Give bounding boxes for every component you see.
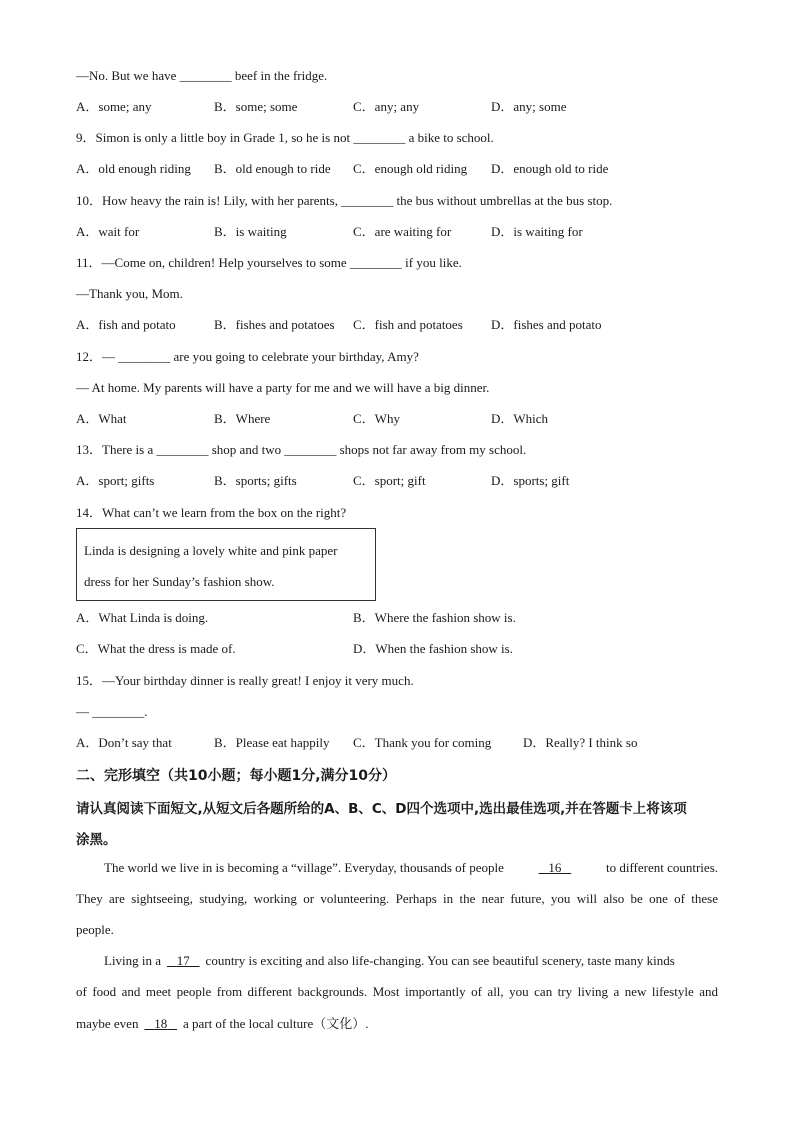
passage-p2-line-1 [76,953,718,969]
passage-p1-line-2: They are sightseeing, studying, working or volunteering. Perhaps in the near future, you will also be one of these [76,891,718,906]
q13-stem: 13．There is a ________ shop and two ________ shops not far away from my school. [76,442,527,457]
q10-option-a: A．wait for [76,224,140,239]
q9-option-b: B．old enough to ride [214,161,331,176]
passage-p1-line-1 [76,860,718,876]
passage-p2-line-3 [76,1016,718,1032]
q13-option-c: C．sport; gift [353,473,426,488]
q11-reply: —Thank you, Mom. [76,286,183,301]
q15-option-a: A．Don’t say that [76,735,172,750]
q14-stem: 14．What can’t we learn from the box on the right? [76,505,347,520]
q10-option-c: C．are waiting for [353,224,452,239]
passage-p2-text-d: a part of the local culture（文化）. [182,1016,369,1031]
q14-option-a: A．What Linda is doing. [76,610,209,625]
blank-17-number: 17 [176,953,190,968]
q12-reply: — At home. My parents will have a party for me and we will have a big dinner. [76,380,490,395]
q15-option-c: C．Thank you for coming [353,735,492,750]
q8-option-d: D．any; some [491,99,567,114]
section-instruction-line-1: 请认真阅读下面短文,从短文后各题所给的A、B、C、D四个选项中,选出最佳选项,并在答题卡上将该项 [76,801,687,817]
q11-option-d: D．fishes and potato [491,317,602,332]
q9-option-c: C．enough old riding [353,161,468,176]
q11-option-a: A．fish and potato [76,317,176,332]
q13-option-a: A．sport; gifts [76,473,155,488]
q13-option-d: D．sports; gift [491,473,570,488]
q10-option-b: B．is waiting [214,224,287,239]
q14-box-line-1: Linda is designing a lovely white and pink paper [84,543,338,558]
q11-option-b: B．fishes and potatoes [214,317,335,332]
q15-stem: 15．—Your birthday dinner is really great! I enjoy it very much. [76,673,414,688]
blank-17 [167,953,200,969]
q14-box-line-2: dress for her Sunday’s fashion show. [84,574,275,589]
q12-option-b: B．Where [214,411,271,426]
q12-option-c: C．Why [353,411,400,426]
q11-option-c: C．fish and potatoes [353,317,463,332]
q9-stem: 9．Simon is only a little boy in Grade 1, so he is not ________ a bike to school. [76,130,494,145]
q13-option-b: B．sports; gifts [214,473,297,488]
q8-option-a: A．some; any [76,99,152,114]
q8-option-b: B．some; some [214,99,298,114]
blank-16 [539,860,572,876]
section-title: 二、完形填空（共10小题；每小题1分,满分10分） [76,768,397,784]
q15-reply: — ________. [76,704,148,719]
q8-option-c: C．any; any [353,99,420,114]
passage-p2-line-2: of food and meet people from different backgrounds. Most importantly of all, you can try living a new lifestyle and [76,984,718,999]
q14-text-box [76,528,376,601]
q9-option-d: D．enough old to ride [491,161,609,176]
blank-16-number: 16 [548,860,562,875]
q11-stem: 11．—Come on, children! Help yourselves to some ________ if you like. [76,255,462,270]
passage-p2-text-a: Living in a [104,953,162,968]
q10-stem: 10．How heavy the rain is! Lily, with her parents, ________ the bus without umbrellas at the bus stop. [76,193,613,208]
q12-option-a: A．What [76,411,127,426]
q9-option-a: A．old enough riding [76,161,191,176]
passage-p1-line-3: people. [76,922,114,937]
q14-option-c: C．What the dress is made of. [76,641,236,656]
q14-option-b: B．Where the fashion show is. [353,610,516,625]
passage-p2-text-b: country is exciting and also life-changing. You can see beautiful scenery, taste many kinds [205,953,675,968]
passage-p1-text-a: The world we live in is becoming a “village”. Everyday, thousands of people [104,860,504,875]
q15-option-d: D．Really? I think so [523,735,638,750]
passage-p2-text-c: maybe even [76,1016,139,1031]
q10-option-d: D．is waiting for [491,224,583,239]
q12-stem: 12．— ________ are you going to celebrate your birthday, Amy? [76,349,419,364]
blank-18-number: 18 [154,1016,168,1031]
passage-p1-text-b: to different countries. [605,860,718,875]
section-instruction-line-2: 涂黑。 [76,832,117,848]
q15-option-b: B．Please eat happily [214,735,330,750]
q8-reply: —No. But we have ________ beef in the fridge. [76,68,328,83]
blank-18 [144,1016,177,1032]
q14-option-d: D．When the fashion show is. [353,641,513,656]
q12-option-d: D．Which [491,411,549,426]
